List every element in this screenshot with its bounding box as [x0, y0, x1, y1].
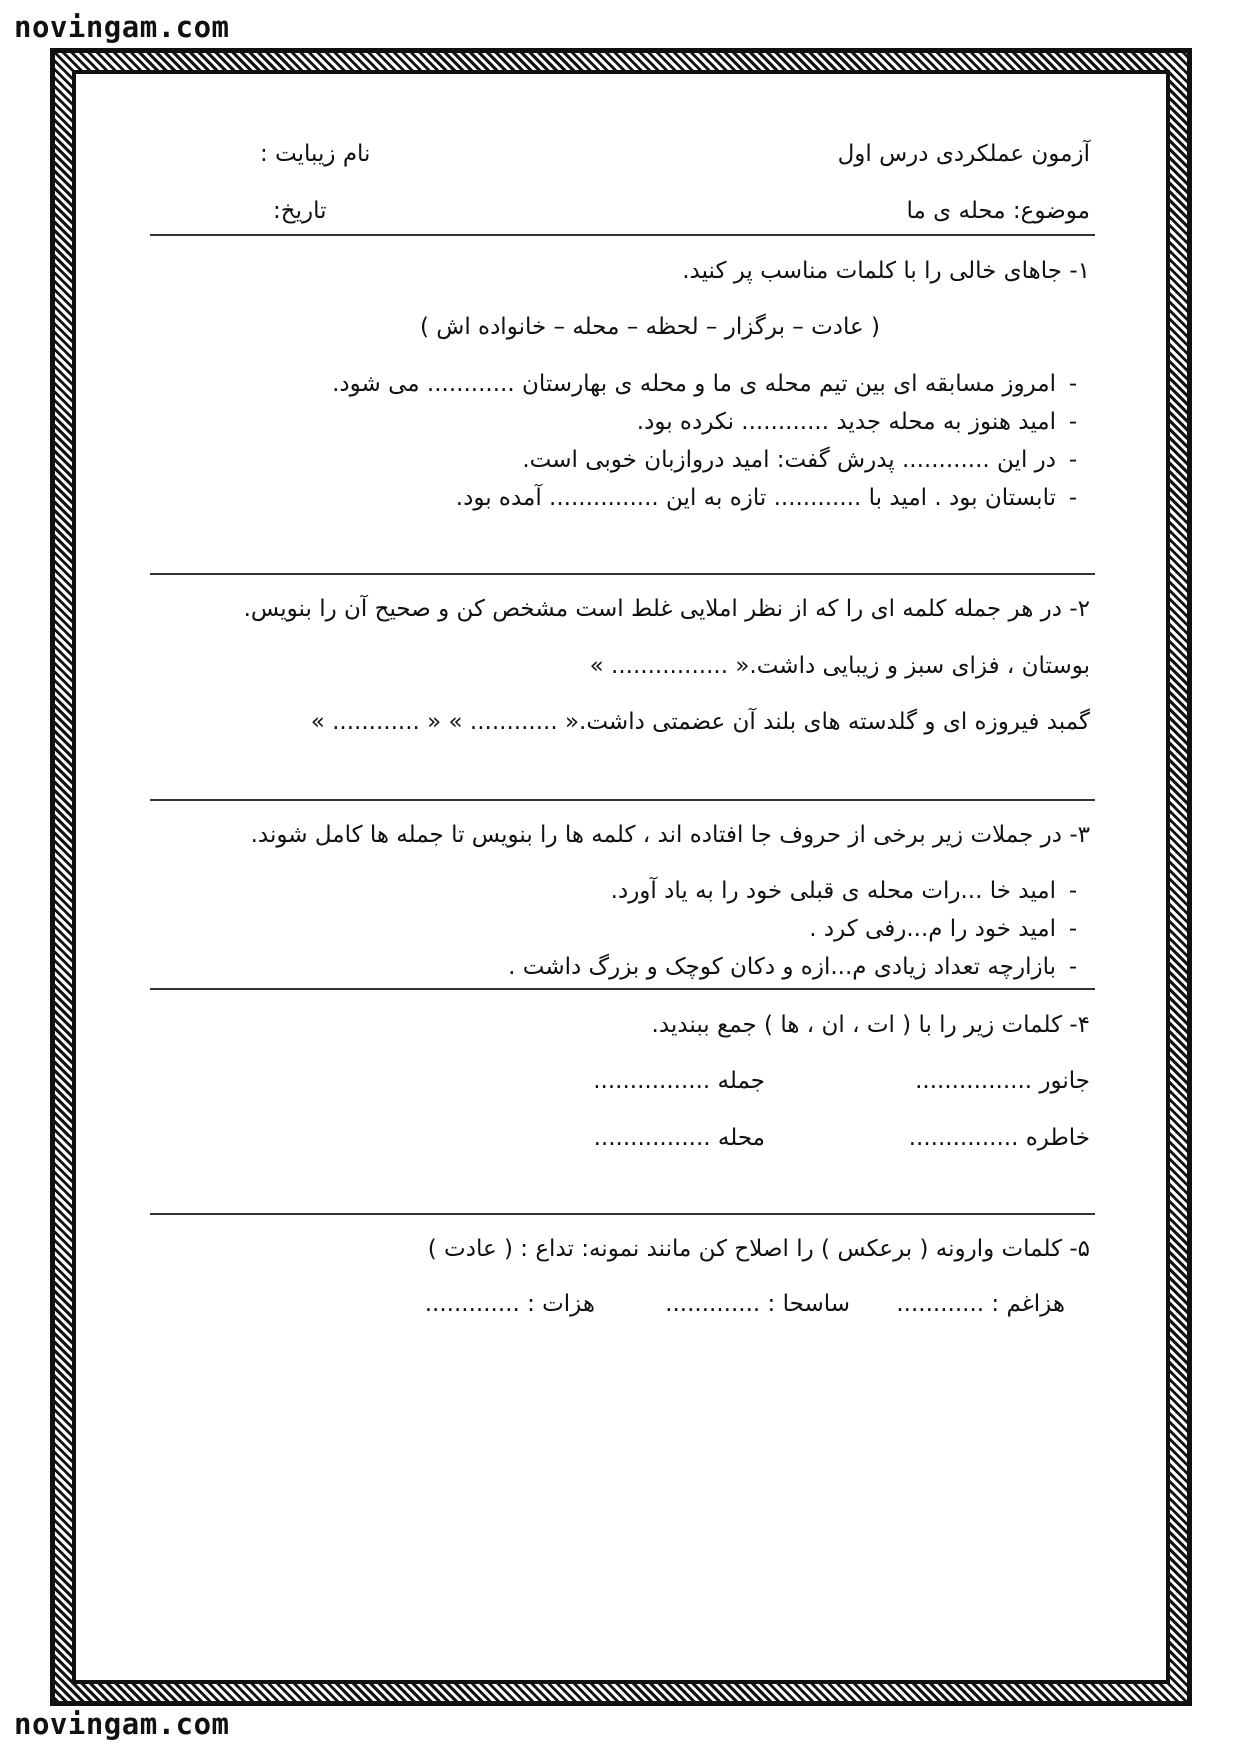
- list-item: -امید خا ...رات محله ی قبلی خود را به یاد آورد.: [610, 878, 1078, 904]
- divider: [150, 573, 1095, 575]
- divider: [150, 234, 1095, 236]
- question-2-item-1: بوستان ، فزای سبز و زیبایی داشت.« ................ »: [589, 653, 1090, 679]
- question-1-title: ۱- جاهای خالی را با کلمات مناسب پر کنید.: [682, 258, 1090, 284]
- question-1-item-1: امروز مسابقه ای بین تیم محله ی ما و محله ی بهارستان ............ می شود.: [332, 371, 1056, 397]
- question-1-item-3: در این ............ پدرش گفت: امید دروازبان خوبی است.: [522, 447, 1056, 473]
- list-item: -امید خود را م...رفی کرد .: [809, 916, 1078, 942]
- list-item: -امروز مسابقه ای بین تیم محله ی ما و محله ی بهارستان ............ می شود.: [332, 371, 1078, 397]
- word-bank: ( عادت – برگزار – لحظه – محله – خانواده اش ): [419, 314, 880, 340]
- list-item: -بازارچه تعداد زیادی م...ازه و دکان کوچک و بزرگ داشت .: [508, 954, 1078, 980]
- question-1-item-4: تابستان بود . امید با ............ تازه به این ............... آمده بود.: [455, 485, 1056, 511]
- watermark-bottom: novingam.com: [14, 1707, 230, 1741]
- subject-line: موضوع: محله ی ما: [906, 198, 1090, 224]
- question-2-item-2: گمبد فیروزه ای و گلدسته های بلند آن عضمتی داشت.« ............ » « ............ »: [310, 709, 1090, 735]
- watermark-top: novingam.com: [14, 10, 230, 44]
- exam-title: آزمون عملکردی درس اول: [837, 141, 1090, 167]
- question-4-row-2-right: خاطره ...............: [908, 1125, 1090, 1151]
- question-1-item-2: امید هنوز به محله جدید ............ نکرده بود.: [636, 409, 1056, 435]
- question-5-item-3: هزات : .............: [424, 1291, 595, 1317]
- question-5-item-2: ساسحا : .............: [665, 1291, 850, 1317]
- list-item: -تابستان بود . امید با ............ تازه به این ............... آمده بود.: [455, 485, 1078, 511]
- divider: [150, 799, 1095, 801]
- question-5-title: ۵- کلمات وارونه ( برعکس ) را اصلاح کن مانند نمونه: تداع : ( عادت ): [427, 1236, 1090, 1262]
- question-3-title: ۳- در جملات زیر برخی از حروف جا افتاده اند ، کلمه ها را بنویس تا جمله ها کامل شوند.: [250, 822, 1090, 848]
- question-4-title: ۴- کلمات زیر را با ( ات ، ان ، ها ) جمع ببندید.: [651, 1012, 1090, 1038]
- divider: [150, 1213, 1095, 1215]
- question-3-item-2: امید خود را م...رفی کرد .: [809, 916, 1056, 942]
- question-4-row-1-right: جانور ................: [915, 1068, 1090, 1094]
- question-2-title: ۲- در هر جمله کلمه ای را که از نظر املایی غلط است مشخص کن و صحیح آن را بنویس.: [243, 596, 1090, 622]
- date-label: تاریخ:: [273, 198, 327, 224]
- question-4-row-2-left: محله ................: [593, 1125, 765, 1151]
- question-4-row-1-left: جمله ................: [593, 1068, 765, 1094]
- list-item: -در این ............ پدرش گفت: امید دروازبان خوبی است.: [522, 447, 1078, 473]
- question-3-item-1: امید خا ...رات محله ی قبلی خود را به یاد آورد.: [610, 878, 1056, 904]
- exam-sheet: [150, 140, 1090, 1580]
- question-3-item-3: بازارچه تعداد زیادی م...ازه و دکان کوچک و بزرگ داشت .: [508, 954, 1056, 980]
- list-item: -امید هنوز به محله جدید ............ نکرده بود.: [636, 409, 1078, 435]
- question-5-item-1: هزاغم : ............: [896, 1291, 1065, 1317]
- name-label: نام زیبایت :: [260, 141, 371, 167]
- divider: [150, 988, 1095, 990]
